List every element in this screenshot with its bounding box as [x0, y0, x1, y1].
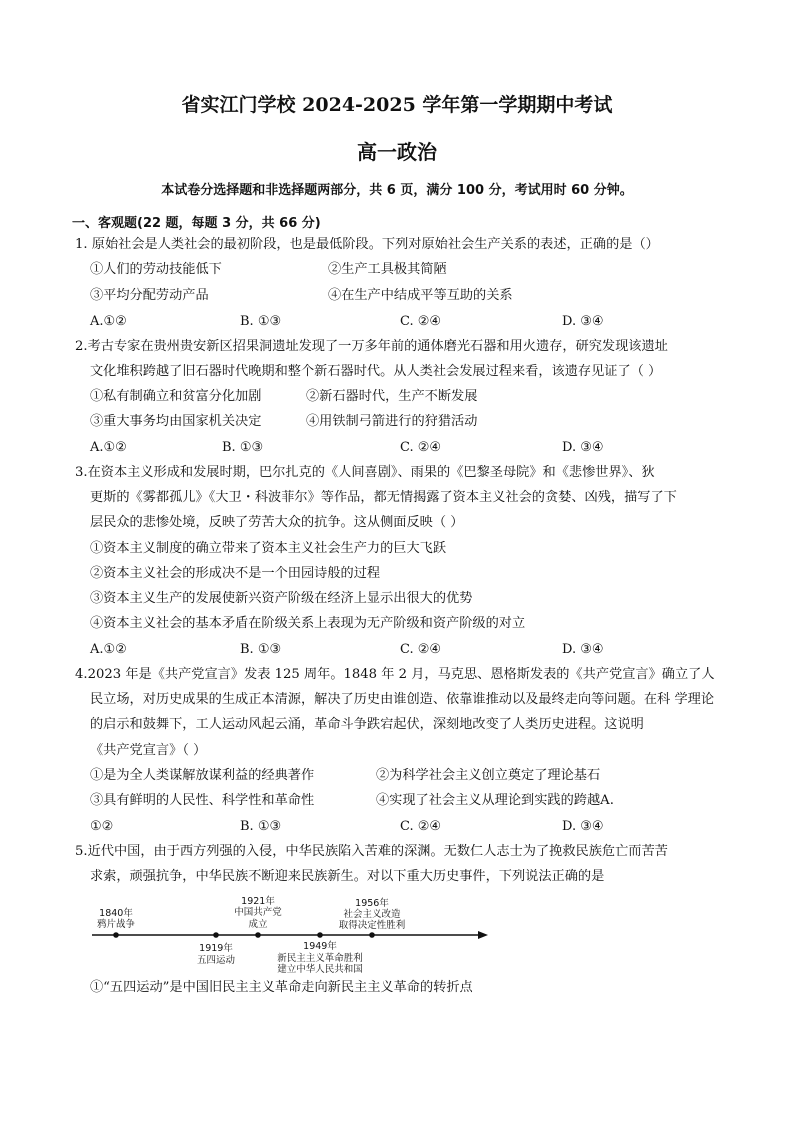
timeline-dot-1956	[369, 932, 375, 938]
timeline-dot-1919	[213, 932, 219, 938]
timeline-1921-year: 1921年	[241, 896, 275, 907]
q2-statement-1: ①私有制确立和贫富分化加剧	[90, 389, 262, 404]
q4-statement-2: ②为科学社会主义创立奠定了理论基石	[376, 768, 601, 783]
q2-option-c: C. ②④	[400, 440, 442, 455]
exam-title: 省实江门学校 2024-2025 学年第一学期期中考试	[181, 94, 613, 116]
q5-line-2: 求索，顽强抗争，中华民族不断迎来民族新生。对以下重大历史事件，下列说法正确的是	[90, 869, 605, 884]
q3-option-d: D. ③④	[562, 642, 604, 657]
q2-statement-4: ④用铁制弓箭进行的狩猎活动	[306, 414, 478, 429]
timeline-1949-year: 1949年	[303, 941, 337, 952]
timeline-1956-year: 1956年	[355, 898, 389, 909]
timeline-1919-year: 1919年	[199, 943, 233, 954]
q2-statement-3: ③重大事务均由国家机关决定	[90, 414, 262, 429]
q4-line-4: 《共产党宣言》（ ）	[90, 743, 207, 758]
timeline-1956-event-2: 取得决定性胜利	[338, 920, 406, 931]
q1-statement-1: ①人们的劳动技能低下	[90, 262, 222, 277]
q2-option-b: B. ①③	[222, 440, 264, 455]
q1-option-d: D. ③④	[562, 314, 604, 329]
q3-option-a: A.①②	[90, 642, 127, 657]
q2-statement-2: ②新石器时代，生产不断发展	[306, 389, 478, 404]
q2-line-1: 2.考古专家在贵州贵安新区招果洞遗址发现了一万多年前的通体磨光石器和用火遗存，研究发现该遗址	[75, 339, 668, 354]
timeline-1921-event-2: 成立	[248, 919, 268, 930]
q4-line-3: 的启示和鼓舞下，工人运动风起云涌，革命斗争跌宕起伏，深刻地改变了人类历史进程。这说明	[90, 717, 644, 732]
q1-option-b: B. ①③	[240, 314, 282, 329]
q1-option-a: A.①②	[90, 314, 127, 329]
q3-statement-2: ②资本主义社会的形成决不是一个田园诗般的过程	[90, 566, 381, 581]
timeline-arrow-icon	[478, 931, 488, 939]
q4-line-1: 4.2023 年是《共产党宣言》发表 125 周年。1848 年 2 月，马克思、恩格斯发表的《共产党宣言》确立了人	[75, 667, 715, 682]
q2-option-a: A.①②	[90, 440, 127, 455]
timeline-dot-1949	[317, 932, 323, 938]
q3-line-2: 更斯的《雾都孤儿》《大卫・科波菲尔》等作品，都无情揭露了资本主义社会的贪婪、凶残，描写了下	[90, 490, 677, 505]
timeline-1949-event-1: 新民主主义革命胜利	[277, 953, 363, 964]
q3-statement-4: ④资本主义社会的基本矛盾在阶级关系上表现为无产阶级和资产阶级的对立	[90, 616, 526, 631]
q4-statement-1: ①是为全人类谋解放谋利益的经典著作	[90, 768, 315, 783]
q5-statement-1: ①“五四运动”是中国旧民主主义革命走向新民主主义革命的转折点	[90, 980, 473, 995]
exam-instructions: 本试卷分选择题和非选择题两部分，共 6 页，满分 100 分，考试用时 60 分钟。	[161, 183, 633, 198]
q3-statement-3: ③资本主义生产的发展使新兴资产阶级在经济上显示出很大的优势	[90, 591, 473, 606]
section-heading: 一、客观题(22 题，每题 3 分，共 66 分)	[72, 216, 321, 231]
q4-statement-3: ③具有鲜明的人民性、科学性和革命性	[90, 793, 315, 808]
timeline-1919-event: 五四运动	[196, 955, 235, 966]
q4-line-2: 民立场，对历史成果的生成正本清源，解决了历史由谁创造、依靠谁推动以及最终走向等问题。在科 学理论	[90, 692, 715, 707]
timeline-1949-event-2: 建立中华人民共和国	[277, 964, 363, 975]
subject-title: 高一政治	[357, 140, 437, 164]
q1-stem: 1. 原始社会是人类社会的最初阶段，也是最低阶段。下列对原始社会生产关系的表述，正确的是（）	[75, 237, 659, 252]
timeline-1921-event-1: 中国共产党	[234, 907, 282, 918]
q1-statement-2: ②生产工具极其简陋	[328, 262, 447, 277]
q3-line-3: 层民众的悲惨处境，反映了劳苦大众的抗争。这从侧面反映（ ）	[90, 515, 464, 530]
q3-statement-1: ①资本主义制度的确立带来了资本主义社会生产力的巨大飞跃	[90, 541, 447, 556]
q4-option-d: D. ③④	[562, 819, 604, 834]
q2-line-2: 文化堆积跨越了旧石器时代晚期和整个新石器时代。从人类社会发展过程来看，该遗存见证了（ ）	[90, 364, 662, 379]
q2-option-d: D. ③④	[562, 440, 604, 455]
q4-option-c: C. ②④	[400, 819, 442, 834]
timeline-dot-1921	[255, 932, 261, 938]
q4-option-a: ①②	[90, 819, 114, 834]
q3-line-1: 3.在资本主义形成和发展时期，巴尔扎克的《人间喜剧》、雨果的《巴黎圣母院》和《悲惨世界》、狄	[75, 465, 655, 480]
timeline-dot-1840	[113, 932, 119, 938]
q4-statement-4: ④实现了社会主义从理论到实践的跨越A.	[376, 793, 614, 808]
q3-option-b: B. ①③	[240, 642, 282, 657]
q4-option-b: B. ①③	[240, 819, 282, 834]
q1-statement-3: ③平均分配劳动产品	[90, 288, 209, 303]
q5-line-1: 5.近代中国，由于西方列强的入侵，中华民族陷入苦难的深渊。无数仁人志士为了挽救民族危亡而苦苦	[75, 844, 668, 859]
timeline-1840-event: 鸦片战争	[96, 919, 135, 930]
q1-option-c: C. ②④	[400, 314, 442, 329]
timeline-1840-year: 1840年	[99, 908, 133, 919]
q1-statement-4: ④在生产中结成平等互助的关系	[328, 288, 513, 303]
timeline-1956-event-1: 社会主义改造	[343, 909, 401, 920]
q3-option-c: C. ②④	[400, 642, 442, 657]
